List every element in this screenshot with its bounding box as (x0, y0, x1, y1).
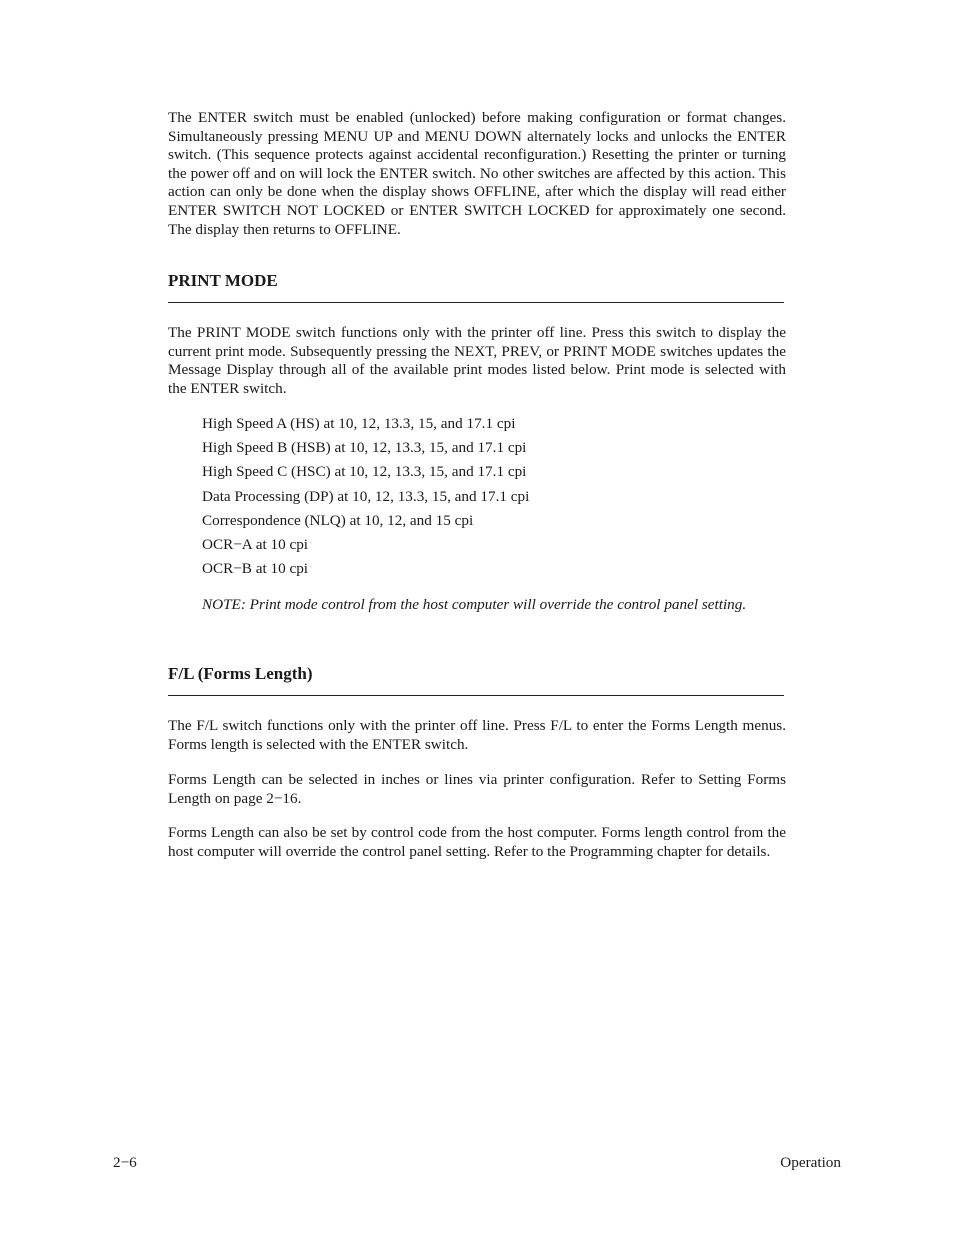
intro-paragraph: The ENTER switch must be enabled (unlocked) before making configuration or format changes. Simultaneously pressing MENU UP and MENU DOWN alternately locks and unlocks the ENTER switch. (This sequence protects against accidental reconfiguration.) Resetting the printer or turning the power off and on will lock the ENTER switch. No other switches are affected by this action. This action can only be done when the display shows OFFLINE, after which the display will read either ENTER SWITCH NOT LOCKED or ENTER SWITCH LOCKED for approximately one second. The display then returns to OFFLINE. (168, 109, 786, 238)
page-number: 2−6 (113, 1154, 137, 1171)
forms-length-paragraph-1: The F/L switch functions only with the printer off line. Press F/L to enter the Forms Length menus. Forms length is selected with the ENTER switch. (168, 717, 786, 753)
print-mode-rule (168, 302, 784, 303)
print-mode-heading: PRINT MODE (168, 271, 278, 290)
list-item: High Speed A (HS) at 10, 12, 13.3, 15, and 17.1 cpi (202, 415, 516, 432)
list-item: OCR−B at 10 cpi (202, 560, 309, 578)
list-item: Data Processing (DP) at 10, 12, 13.3, 15, and 17.1 cpi (202, 487, 530, 505)
list-item: OCR−A at 10 cpi (202, 535, 309, 553)
forms-length-paragraph-3: Forms Length can also be set by control code from the host computer. Forms length control from the host computer will override the control panel setting. Refer to the Programming chapter for details. (168, 824, 786, 860)
chapter-title: Operation (780, 1154, 841, 1171)
print-mode-paragraph: The PRINT MODE switch functions only with the printer off line. Press this switch to display the current print mode. Subsequently pressing the NEXT, PREV, or PRINT MODE switches updates the Message Display through all of the available print modes listed below. Print mode is selected with the ENTER switch. (168, 324, 786, 397)
forms-length-rule (168, 695, 784, 696)
forms-length-paragraph-2: Forms Length can be selected in inches or lines via printer configuration. Refer to Setting Forms Length on page 2−16. (168, 771, 786, 807)
list-item: Correspondence (NLQ) at 10, 12, and 15 cpi (202, 511, 474, 529)
print-mode-list (202, 412, 529, 581)
list-item: High Speed C (HSC) at 10, 12, 13.3, 15, and 17.1 cpi (202, 463, 527, 481)
print-mode-note: NOTE: Print mode control from the host computer will override the control panel setting. (202, 596, 747, 613)
list-item: High Speed B (HSB) at 10, 12, 13.3, 15, and 17.1 cpi (202, 439, 527, 457)
forms-length-heading: F/L (Forms Length) (168, 664, 313, 683)
